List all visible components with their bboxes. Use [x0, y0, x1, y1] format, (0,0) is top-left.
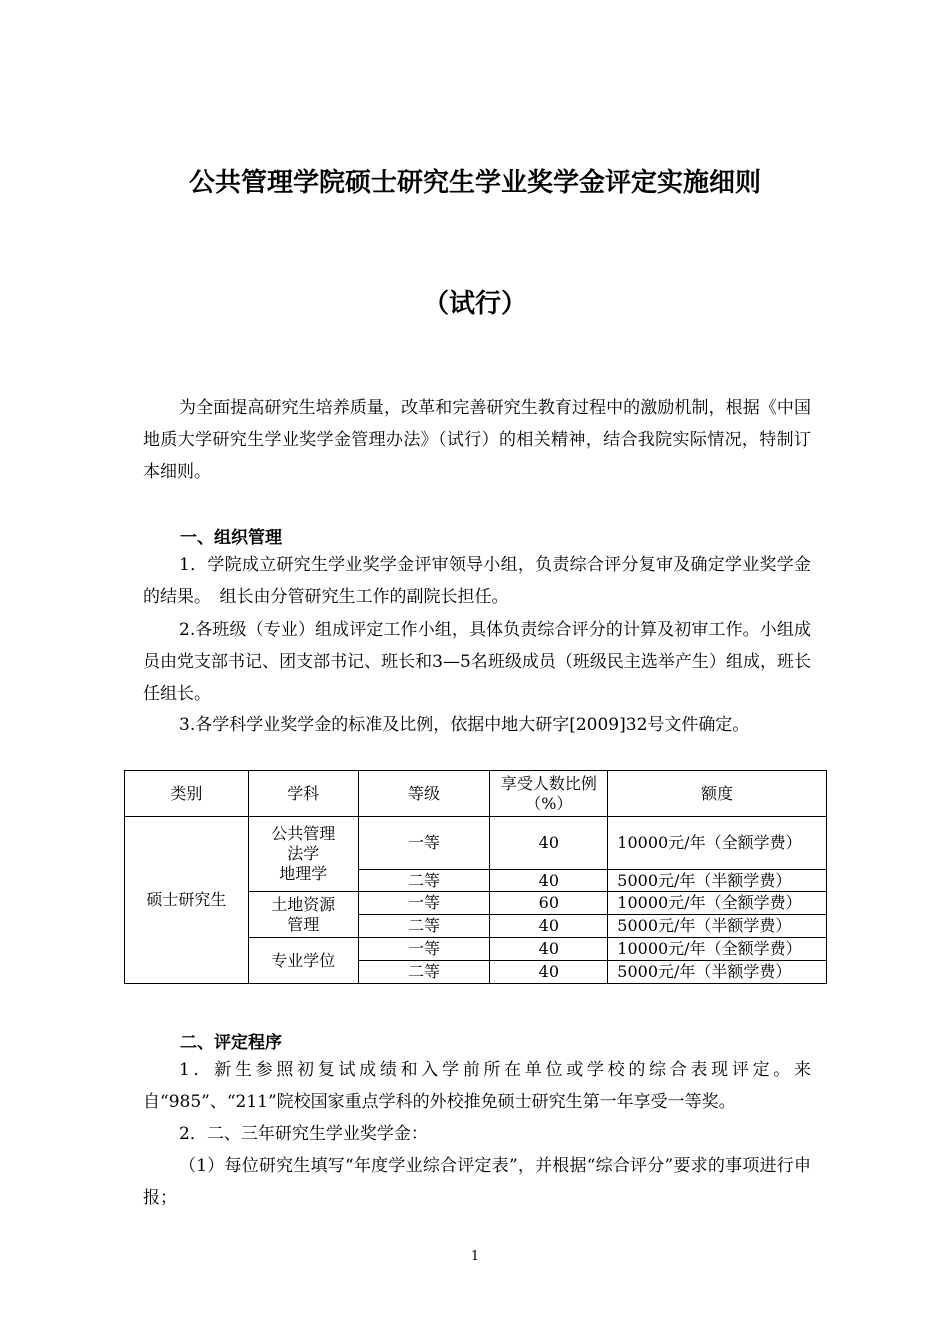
amount-cell: 10000元/年（全额学费） [608, 817, 827, 870]
scholarship-table [124, 770, 827, 984]
ratio-cell: 60 [490, 892, 608, 915]
level-cell: 一等 [358, 938, 490, 961]
section2-item-1: 1．新生参照初复试成绩和入学前所在单位或学校的综合表现评定。来自“985”、“211”院校国家重点学科的外校推免硕士研究生第一年享受一等奖。 [143, 1060, 811, 1112]
table-row [125, 817, 827, 870]
header-category: 类别 [125, 771, 249, 817]
ratio-cell: 40 [490, 870, 608, 892]
header-amount: 额度 [608, 771, 827, 817]
section1-item-1: 1．学院成立研究生学业奖学金评审领导小组，负责综合评分复审及确定学业奖学金的结果。 组长由分管研究生工作的副院长担任。 [143, 555, 811, 607]
level-cell: 一等 [358, 817, 490, 870]
header-ratio: 享受人数比例（%） [490, 771, 608, 817]
header-level: 等级 [358, 771, 490, 817]
document-title: 公共管理学院硕士研究生学业奖学金评定实施细则 [188, 168, 761, 198]
amount-cell: 10000元/年（全额学费） [608, 938, 827, 961]
ratio-cell: 40 [490, 938, 608, 961]
level-cell: 一等 [358, 892, 490, 915]
section2-item-2: 2．二、三年研究生学业奖学金： [179, 1124, 428, 1144]
ratio-cell: 40 [490, 817, 608, 870]
section2-item-3: （1）每位研究生填写“年度学业综合评定表”，并根据“综合评分”要求的事项进行申报； [143, 1156, 811, 1208]
section1-item-3: 3.各学科学业奖学金的标准及比例，依据中地大研字[2009]32号文件确定。 [179, 715, 750, 735]
section-heading-procedure: 二、评定程序 [180, 1033, 282, 1053]
subject-cell: 专业学位 [248, 938, 358, 984]
table-header-row [125, 771, 827, 817]
amount-cell: 10000元/年（全额学费） [608, 892, 827, 915]
level-cell: 二等 [358, 915, 490, 938]
subject-cell: 土地资源 管理 [248, 892, 358, 938]
page-number: 1 [470, 1249, 480, 1264]
section1-item-2: 2.各班级（专业）组成评定工作小组，具体负责综合评分的计算及初审工作。小组成员由党支部书记、团支部书记、班长和3—5名班级成员（班级民主选举产生）组成，班长任组长。 [143, 620, 811, 704]
intro-paragraph: 为全面提高研究生培养质量，改革和完善研究生教育过程中的激励机制，根据《中国地质大学研究生学业奖学金管理办法》（试行）的相关精神，结合我院实际情况，特制订本细则。 [143, 398, 811, 482]
amount-cell: 5000元/年（半额学费） [608, 915, 827, 938]
level-cell: 二等 [358, 961, 490, 984]
amount-cell: 5000元/年（半额学费） [608, 961, 827, 984]
header-subject: 学科 [248, 771, 358, 817]
amount-cell: 5000元/年（半额学费） [608, 870, 827, 892]
document-subtitle: （试行） [422, 289, 527, 319]
section-heading-organization: 一、组织管理 [180, 528, 282, 548]
subject-cell: 公共管理 法学 地理学 [248, 817, 358, 892]
ratio-cell: 40 [490, 915, 608, 938]
ratio-cell: 40 [490, 961, 608, 984]
category-cell: 硕士研究生 [125, 817, 249, 984]
level-cell: 二等 [358, 870, 490, 892]
